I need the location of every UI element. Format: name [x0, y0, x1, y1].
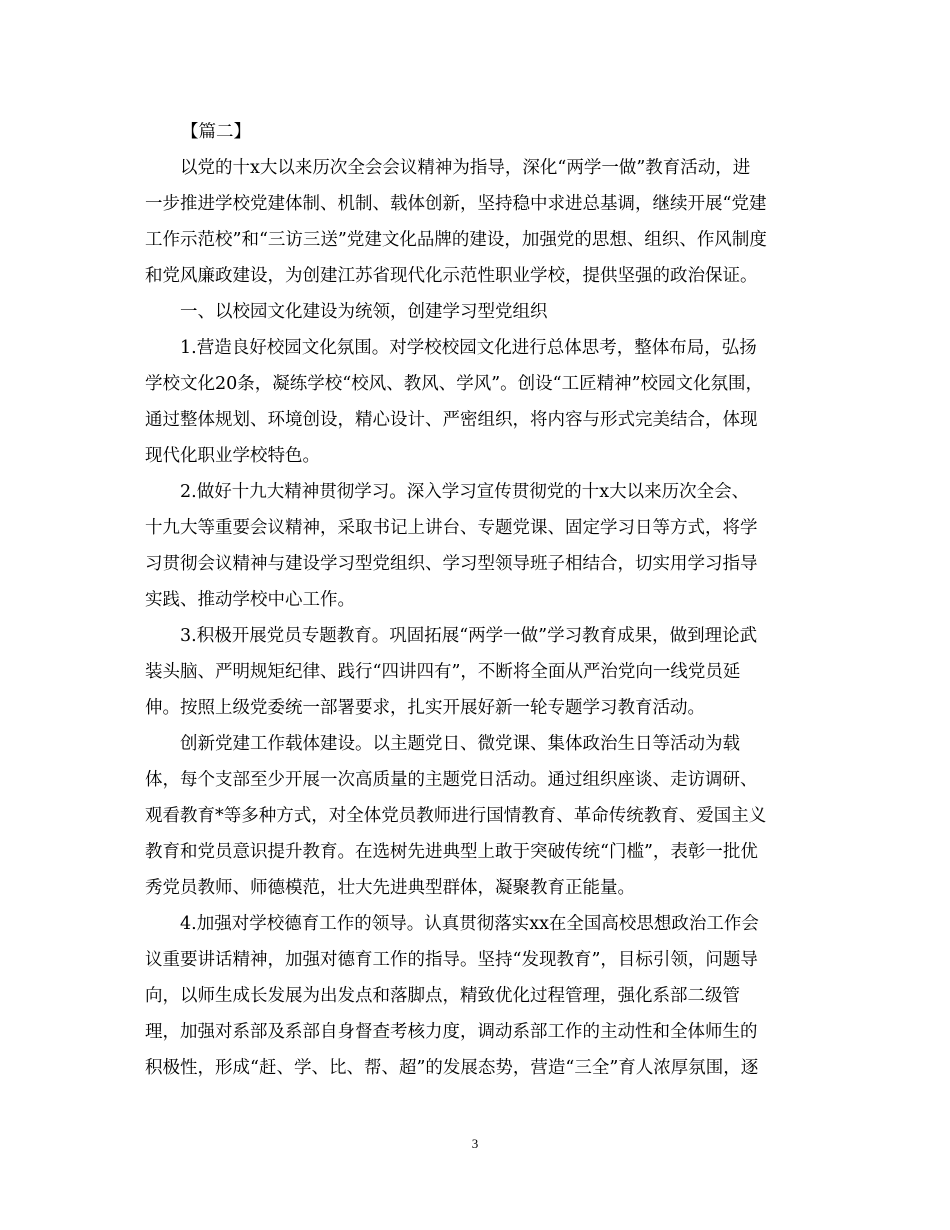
paragraph-line: 伸。按照上级党委统一部署要求，扎实开展好新一轮专题学习教育活动。 [145, 698, 705, 718]
paragraph-line: 装头脑、严明规矩纪律、践行“四讲四有”，不断将全面从严治党向一线党员延 [145, 662, 741, 682]
paragraph-line: 学校文化20条，凝练学校“校风、教风、学风”。创设“工匠精神”校园文化氛围， [145, 374, 764, 394]
section-heading: 【篇二】 [181, 122, 251, 142]
paragraph-line: 秀党员教师、师德模范，壮大先进典型群体，凝聚教育正能量。 [145, 878, 635, 898]
paragraph-line: 教育和党员意识提升教育。在选树先进典型上敢于突破传统“门槛”，表彰一批优 [145, 842, 758, 862]
paragraph-line: 现代化职业学校特色。 [145, 446, 320, 466]
paragraph-line: 十九大等重要会议精神，采取书记上讲台、专题党课、固定学习日等方式，将学 [145, 518, 758, 538]
paragraph-line: 理，加强对系部及系部自身督查考核力度，调动系部工作的主动性和全体师生的 [145, 1022, 758, 1042]
paragraph-line: 积极性，形成“赶、学、比、帮、超”的发展态势，营造“三全”育人浓厚氛围，逐 [145, 1058, 759, 1078]
paragraph-line: 和党风廉政建设，为创建江苏省现代化示范性职业学校，提供坚强的政治保证。 [145, 266, 758, 286]
paragraph-line: 向，以师生成长发展为出发点和落脚点，精致优化过程管理，强化系部二级管 [145, 986, 740, 1006]
paragraph-line: 议重要讲话精神，加强对德育工作的指导。坚持“发现教育”，目标引领，问题导 [145, 950, 758, 970]
paragraph-line: 2.做好十九大精神贯彻学习。深入学习宣传贯彻党的十x大以来历次全会、 [180, 482, 750, 502]
paragraph-line: 以党的十x大以来历次全会会议精神为指导，深化“两学一做”教育活动，进 [180, 158, 751, 178]
paragraph-line: 观看教育*等多种方式，对全体党员教师进行国情教育、革命传统教育、爱国主义 [145, 806, 767, 826]
page-number: 3 [471, 1136, 479, 1151]
paragraph-line: 体，每个支部至少开展一次高质量的主题党日活动。通过组织座谈、走访调研、 [145, 770, 758, 790]
paragraph-line: 工作示范校”和“三访三送”党建文化品牌的建设，加强党的思想、组织、作风制度 [145, 230, 767, 250]
paragraph-line: 习贯彻会议精神与建设学习型党组织、学习型领导班子相结合，切实用学习指导 [145, 554, 758, 574]
paragraph-line: 通过整体规划、环境创设，精心设计、严密组织，将内容与形式完美结合，体现 [145, 410, 758, 430]
paragraph-line: 1.营造良好校园文化氛围。对学校校园文化进行总体思考，整体布局，弘扬 [180, 338, 757, 358]
paragraph-line: 3.积极开展党员专题教育。巩固拓展“两学一做”学习教育成果，做到理论武 [180, 626, 758, 646]
section-title-line: 一、以校园文化建设为统领，创建学习型党组织 [180, 302, 548, 322]
paragraph-line: 实践、推动学校中心工作。 [145, 590, 355, 610]
paragraph-line: 创新党建工作载体建设。以主题党日、微党课、集体政治生日等活动为载 [180, 734, 740, 754]
paragraph-line: 4.加强对学校德育工作的领导。认真贯彻落实xx在全国高校思想政治工作会 [180, 914, 759, 934]
paragraph-line: 一步推进学校党建体制、机制、载体创新，坚持稳中求进总基调，继续开展“党建 [145, 194, 767, 214]
